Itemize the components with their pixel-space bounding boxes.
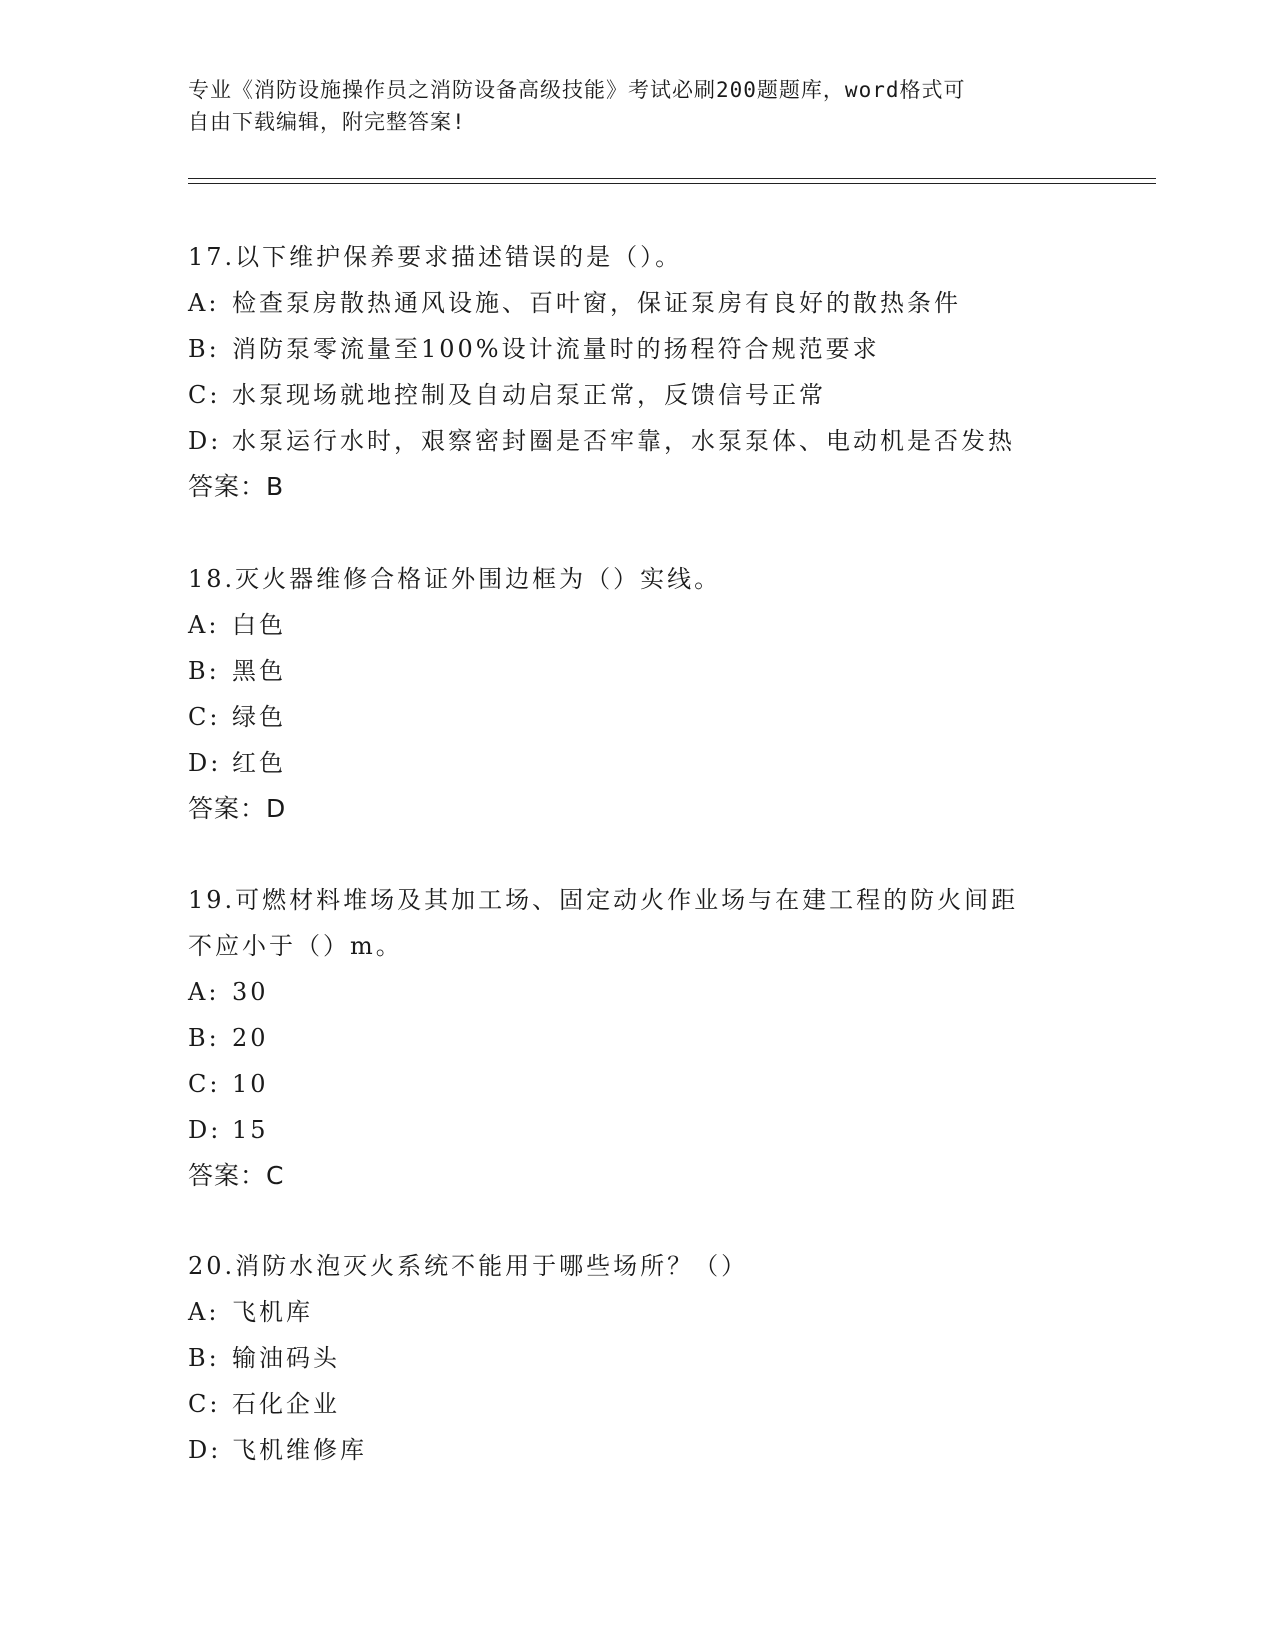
- option-b: [188, 326, 1088, 372]
- option-text: 水泵运行水时，艰察密封圈是否牢靠，水泵泵体、电动机是否发热: [232, 427, 1015, 455]
- option-text: 15: [232, 1116, 269, 1144]
- option-letter: B:: [188, 657, 220, 685]
- option-letter: C:: [188, 1070, 221, 1098]
- question-stem-line-2: 不应小于（）m。: [188, 932, 403, 960]
- option-text: 30: [232, 978, 269, 1006]
- option-letter: B:: [188, 335, 220, 363]
- question-18: [188, 556, 1088, 832]
- option-a: [188, 280, 1088, 326]
- option-d: [188, 418, 1088, 464]
- option-letter: A:: [188, 611, 220, 639]
- option-letter: C:: [188, 703, 221, 731]
- option-letter: D:: [188, 749, 222, 777]
- option-c: [188, 1061, 1088, 1107]
- option-text: 输油码头: [232, 1344, 340, 1372]
- option-text: 10: [232, 1070, 269, 1098]
- answer-label: 答案：B: [188, 472, 285, 501]
- option-c: [188, 372, 1088, 418]
- answer-label: 答案：D: [188, 794, 287, 823]
- option-b: [188, 1015, 1088, 1061]
- option-text: 消防泵零流量至100%设计流量时的扬程符合规范要求: [232, 335, 880, 363]
- question-19: [188, 877, 1088, 1199]
- option-text: 白色: [232, 611, 286, 639]
- option-text: 绿色: [232, 703, 286, 731]
- option-letter: C:: [188, 381, 221, 409]
- question-stem-line-1: 19.可燃材料堆场及其加工场、固定动火作业场与在建工程的防火间距: [188, 886, 1019, 914]
- option-d: [188, 740, 1088, 786]
- header-line-1: 专业《消防设施操作员之消防设备高级技能》考试必刷200题题库，word格式可: [188, 78, 966, 102]
- option-b: [188, 1335, 1088, 1381]
- option-text: 检查泵房散热通风设施、百叶窗，保证泵房有良好的散热条件: [232, 289, 961, 317]
- option-text: 红色: [232, 749, 286, 777]
- header-line-2: 自由下载编辑，附完整答案!: [188, 110, 466, 134]
- option-letter: A:: [188, 1298, 220, 1326]
- option-letter: B:: [188, 1344, 220, 1372]
- question-20: [188, 1243, 1088, 1473]
- option-text: 飞机维修库: [232, 1436, 367, 1464]
- option-letter: D:: [188, 427, 222, 455]
- option-text: 水泵现场就地控制及自动启泵正常，反馈信号正常: [232, 381, 826, 409]
- option-letter: C:: [188, 1390, 221, 1418]
- option-a: [188, 1289, 1088, 1335]
- question-stem: 17.以下维护保养要求描述错误的是（）。: [188, 243, 683, 271]
- option-b: [188, 648, 1088, 694]
- option-letter: A:: [188, 289, 220, 317]
- option-a: [188, 969, 1088, 1015]
- header-divider-bottom: [188, 183, 1156, 184]
- question-stem: 20.消防水泡灭火系统不能用于哪些场所？（）: [188, 1252, 749, 1280]
- option-c: [188, 1381, 1088, 1427]
- question-17: [188, 234, 1088, 510]
- answer-label: 答案：C: [188, 1161, 285, 1190]
- option-text: 飞机库: [232, 1298, 313, 1326]
- option-c: [188, 694, 1088, 740]
- option-letter: B:: [188, 1024, 220, 1052]
- option-letter: D:: [188, 1116, 222, 1144]
- option-text: 石化企业: [232, 1390, 340, 1418]
- option-d: [188, 1427, 1088, 1473]
- option-d: [188, 1107, 1088, 1153]
- document-header: [188, 74, 1088, 138]
- option-letter: D:: [188, 1436, 222, 1464]
- option-a: [188, 602, 1088, 648]
- question-stem: 18.灭火器维修合格证外围边框为（）实线。: [188, 565, 722, 593]
- header-divider-top: [188, 178, 1156, 179]
- option-letter: A:: [188, 978, 220, 1006]
- option-text: 黑色: [232, 657, 286, 685]
- option-text: 20: [232, 1024, 269, 1052]
